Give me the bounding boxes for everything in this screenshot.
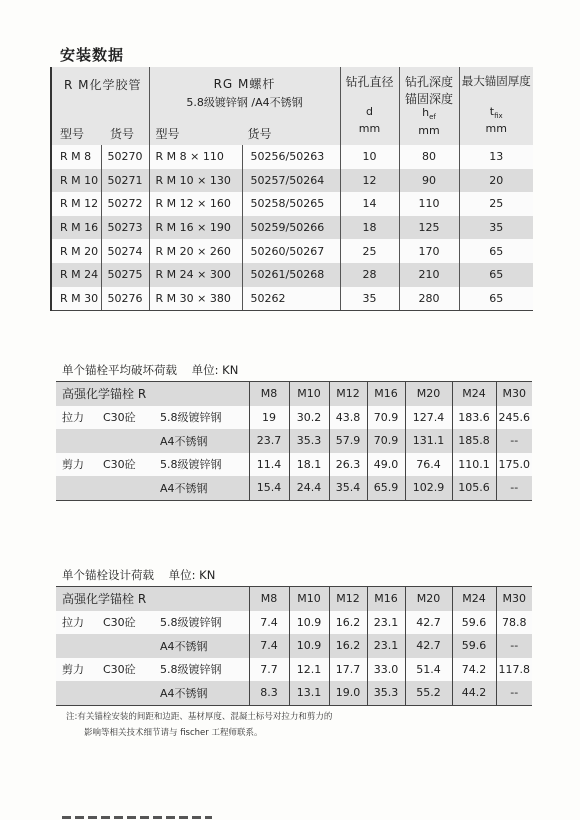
steel-label: 5.8级镀锌钢 [152, 453, 249, 477]
value-cell: 16.2 [329, 611, 367, 635]
rm-type-cell: R M 16 [51, 216, 101, 240]
value-cell: 16.2 [329, 634, 367, 658]
rg-type-cell: R M 12 × 160 [149, 192, 242, 216]
h-cell: 170 [399, 239, 459, 263]
value-cell: 49.0 [367, 453, 405, 477]
value-cell: 65.9 [367, 476, 405, 500]
value-cell: 44.2 [452, 681, 496, 705]
size-header: M16 [367, 587, 405, 611]
value-cell: 183.6 [452, 406, 496, 430]
drill-diameter-header: 钻孔直径 [345, 75, 394, 89]
value-cell: 15.4 [249, 476, 289, 500]
value-cell: 70.9 [367, 429, 405, 453]
value-cell: 19 [249, 406, 289, 430]
rm-no-cell: 50274 [101, 239, 149, 263]
drill-diameter-symbol: d [366, 105, 373, 118]
value-cell: 10.9 [289, 634, 329, 658]
h-cell: 125 [399, 216, 459, 240]
anchor-type-header: 高强化学锚栓 R [56, 587, 249, 611]
table-row [56, 681, 532, 705]
size-header: M24 [452, 382, 496, 406]
rm-type-cell: R M 30 [51, 287, 101, 311]
value-cell: 105.6 [452, 476, 496, 500]
value-cell: 42.7 [405, 611, 452, 635]
max-fix-symbol: $t_{fix}$ [489, 105, 503, 121]
rm-type-cell: R M 10 [51, 169, 101, 193]
rm-group-header: R M化学胶管 [64, 78, 142, 92]
value-cell: 7.4 [249, 634, 289, 658]
rm-no-cell: 50276 [101, 287, 149, 311]
d-cell: 18 [340, 216, 399, 240]
table-row [56, 453, 532, 477]
rg-type-cell: R M 8 × 110 [149, 145, 242, 169]
value-cell: 13.1 [289, 681, 329, 705]
table-row [51, 145, 533, 169]
value-cell: 74.2 [452, 658, 496, 682]
value-cell: 245.6 [496, 406, 532, 430]
table-row [56, 429, 532, 453]
value-cell: 131.1 [405, 429, 452, 453]
size-header: M12 [329, 587, 367, 611]
table-header-row [56, 382, 532, 406]
rm-no-header: 货号 [110, 127, 135, 141]
rg-type-cell: R M 30 × 380 [149, 287, 242, 311]
d-cell: 14 [340, 192, 399, 216]
rm-type-cell: R M 20 [51, 239, 101, 263]
value-cell: 57.9 [329, 429, 367, 453]
table-header-row [56, 587, 532, 611]
value-cell: 127.4 [405, 406, 452, 430]
value-cell: 19.0 [329, 681, 367, 705]
installation-data-table [50, 67, 533, 311]
rg-type-header: 型号 [155, 127, 180, 141]
drill-depth-symbol: $h_{ef}$ [422, 106, 436, 122]
value-cell: -- [496, 681, 532, 705]
rg-type-cell: R M 24 × 300 [149, 263, 242, 287]
size-header: M30 [496, 382, 532, 406]
value-cell: 30.2 [289, 406, 329, 430]
rm-no-cell: 50273 [101, 216, 149, 240]
d-cell: 28 [340, 263, 399, 287]
rg-no-cell: 50258/50265 [242, 192, 340, 216]
h-cell: 110 [399, 192, 459, 216]
size-header: M30 [496, 587, 532, 611]
size-header: M16 [367, 382, 405, 406]
d-cell: 10 [340, 145, 399, 169]
value-cell: 78.8 [496, 611, 532, 635]
t-cell: 65 [459, 287, 533, 311]
anchor-type-header: 高强化学锚栓 R [56, 382, 249, 406]
rm-type-header: 型号 [60, 127, 85, 141]
table-row [51, 263, 533, 287]
rg-type-cell: R M 16 × 190 [149, 216, 242, 240]
drill-depth-header: 钻孔深度 [404, 75, 453, 89]
table-row [56, 658, 532, 682]
value-cell: 70.9 [367, 406, 405, 430]
concrete-label: C30砼 [101, 611, 152, 635]
tension-label: 拉力 [56, 406, 101, 430]
page-title: 安装数据 [60, 46, 125, 64]
table-row [51, 287, 533, 311]
stainless-label: A4不锈钢 [152, 681, 249, 705]
stainless-label: A4不锈钢 [152, 429, 249, 453]
design-load-table [56, 586, 532, 706]
value-cell: 17.7 [329, 658, 367, 682]
rg-no-cell: 50260/50267 [242, 239, 340, 263]
size-header: M20 [405, 587, 452, 611]
rg-no-cell: 50257/50264 [242, 169, 340, 193]
shear-label: 剪力 [56, 453, 101, 477]
value-cell: 23.1 [367, 611, 405, 635]
value-cell: -- [496, 634, 532, 658]
table-row [51, 216, 533, 240]
value-cell: 59.6 [452, 634, 496, 658]
cropped-next-heading [62, 814, 212, 820]
rg-type-cell: R M 20 × 260 [149, 239, 242, 263]
value-cell: -- [496, 429, 532, 453]
table-row [51, 192, 533, 216]
t-cell: 65 [459, 263, 533, 287]
value-cell: 35.3 [367, 681, 405, 705]
value-cell: 33.0 [367, 658, 405, 682]
table-row [56, 611, 532, 635]
steel-label: 5.8级镀锌钢 [152, 658, 249, 682]
rm-no-cell: 50272 [101, 192, 149, 216]
d-cell: 12 [340, 169, 399, 193]
failure-load-table [56, 381, 532, 501]
rg-no-header: 货号 [247, 127, 272, 141]
value-cell: 26.3 [329, 453, 367, 477]
t-cell: 35 [459, 216, 533, 240]
value-cell: 35.4 [329, 476, 367, 500]
concrete-label: C30砼 [101, 658, 152, 682]
rg-type-cell: R M 10 × 130 [149, 169, 242, 193]
value-cell: 11.4 [249, 453, 289, 477]
rm-no-cell: 50270 [101, 145, 149, 169]
h-cell: 280 [399, 287, 459, 311]
stainless-label: A4不锈钢 [152, 476, 249, 500]
rm-no-cell: 50271 [101, 169, 149, 193]
rg-no-cell: 50262 [242, 287, 340, 311]
size-header: M10 [289, 382, 329, 406]
value-cell: 102.9 [405, 476, 452, 500]
failure-load-caption: 单个锚栓平均破坏荷载 单位: KN [62, 363, 239, 377]
table-row [56, 406, 532, 430]
rg-no-cell: 50256/50263 [242, 145, 340, 169]
value-cell: 23.1 [367, 634, 405, 658]
steel-label: 5.8级镀锌钢 [152, 611, 249, 635]
size-header: M10 [289, 587, 329, 611]
stainless-label: A4不锈钢 [152, 634, 249, 658]
table-row [51, 169, 533, 193]
steel-label: 5.8级镀锌钢 [152, 406, 249, 430]
rm-type-cell: R M 12 [51, 192, 101, 216]
footnote-line-2: 影响等相关技术细节请与 fischer 工程师联系。 [84, 728, 263, 738]
table-row [56, 476, 532, 500]
value-cell: 185.8 [452, 429, 496, 453]
value-cell: 59.6 [452, 611, 496, 635]
value-cell: 35.3 [289, 429, 329, 453]
value-cell: 55.2 [405, 681, 452, 705]
tension-label: 拉力 [56, 611, 101, 635]
t-cell: 25 [459, 192, 533, 216]
drill-depth-unit: mm [418, 124, 440, 137]
drill-diameter-unit: mm [358, 122, 381, 135]
t-cell: 20 [459, 169, 533, 193]
value-cell: -- [496, 476, 532, 500]
h-cell: 80 [399, 145, 459, 169]
failure-unit-label: 单位: KN [191, 363, 239, 377]
max-fix-unit: mm [485, 122, 507, 135]
size-header: M20 [405, 382, 452, 406]
rm-no-cell: 50275 [101, 263, 149, 287]
t-cell: 13 [459, 145, 533, 169]
rg-sub-header: 5.8级镀锌钢 /A4不锈钢 [186, 96, 303, 109]
value-cell: 7.4 [249, 611, 289, 635]
shear-label: 剪力 [56, 658, 101, 682]
design-load-caption: 单个锚栓设计荷载 单位: KN [62, 568, 216, 582]
value-cell: 51.4 [405, 658, 452, 682]
value-cell: 10.9 [289, 611, 329, 635]
table-row [51, 239, 533, 263]
value-cell: 76.4 [405, 453, 452, 477]
size-header: M8 [249, 587, 289, 611]
value-cell: 12.1 [289, 658, 329, 682]
d-cell: 25 [340, 239, 399, 263]
concrete-label: C30砼 [101, 453, 152, 477]
t-cell: 65 [459, 239, 533, 263]
size-header: M24 [452, 587, 496, 611]
value-cell: 117.8 [496, 658, 532, 682]
value-cell: 110.1 [452, 453, 496, 477]
anchor-depth-header: 锚固深度 [404, 92, 453, 106]
rm-type-cell: R M 24 [51, 263, 101, 287]
value-cell: 8.3 [249, 681, 289, 705]
table-header-row [51, 67, 533, 145]
value-cell: 7.7 [249, 658, 289, 682]
h-cell: 90 [399, 169, 459, 193]
value-cell: 18.1 [289, 453, 329, 477]
design-unit-label: 单位: KN [168, 568, 216, 582]
footnote-line-1: 注:有关锚栓安装的间距和边距、基材厚度、混凝土标号对拉力和剪力的 [66, 712, 333, 722]
rg-no-cell: 50261/50268 [242, 263, 340, 287]
concrete-label: C30砼 [101, 406, 152, 430]
value-cell: 42.7 [405, 634, 452, 658]
rg-no-cell: 50259/50266 [242, 216, 340, 240]
max-fix-thickness-header: 最大锚固厚度 [461, 74, 531, 88]
h-cell: 210 [399, 263, 459, 287]
table-row [56, 634, 532, 658]
rm-type-cell: R M 8 [51, 145, 101, 169]
value-cell: 43.8 [329, 406, 367, 430]
d-cell: 35 [340, 287, 399, 311]
value-cell: 175.0 [496, 453, 532, 477]
value-cell: 23.7 [249, 429, 289, 453]
size-header: M12 [329, 382, 367, 406]
size-header: M8 [249, 382, 289, 406]
rg-group-header: RG M螺杆 [213, 77, 276, 91]
value-cell: 24.4 [289, 476, 329, 500]
